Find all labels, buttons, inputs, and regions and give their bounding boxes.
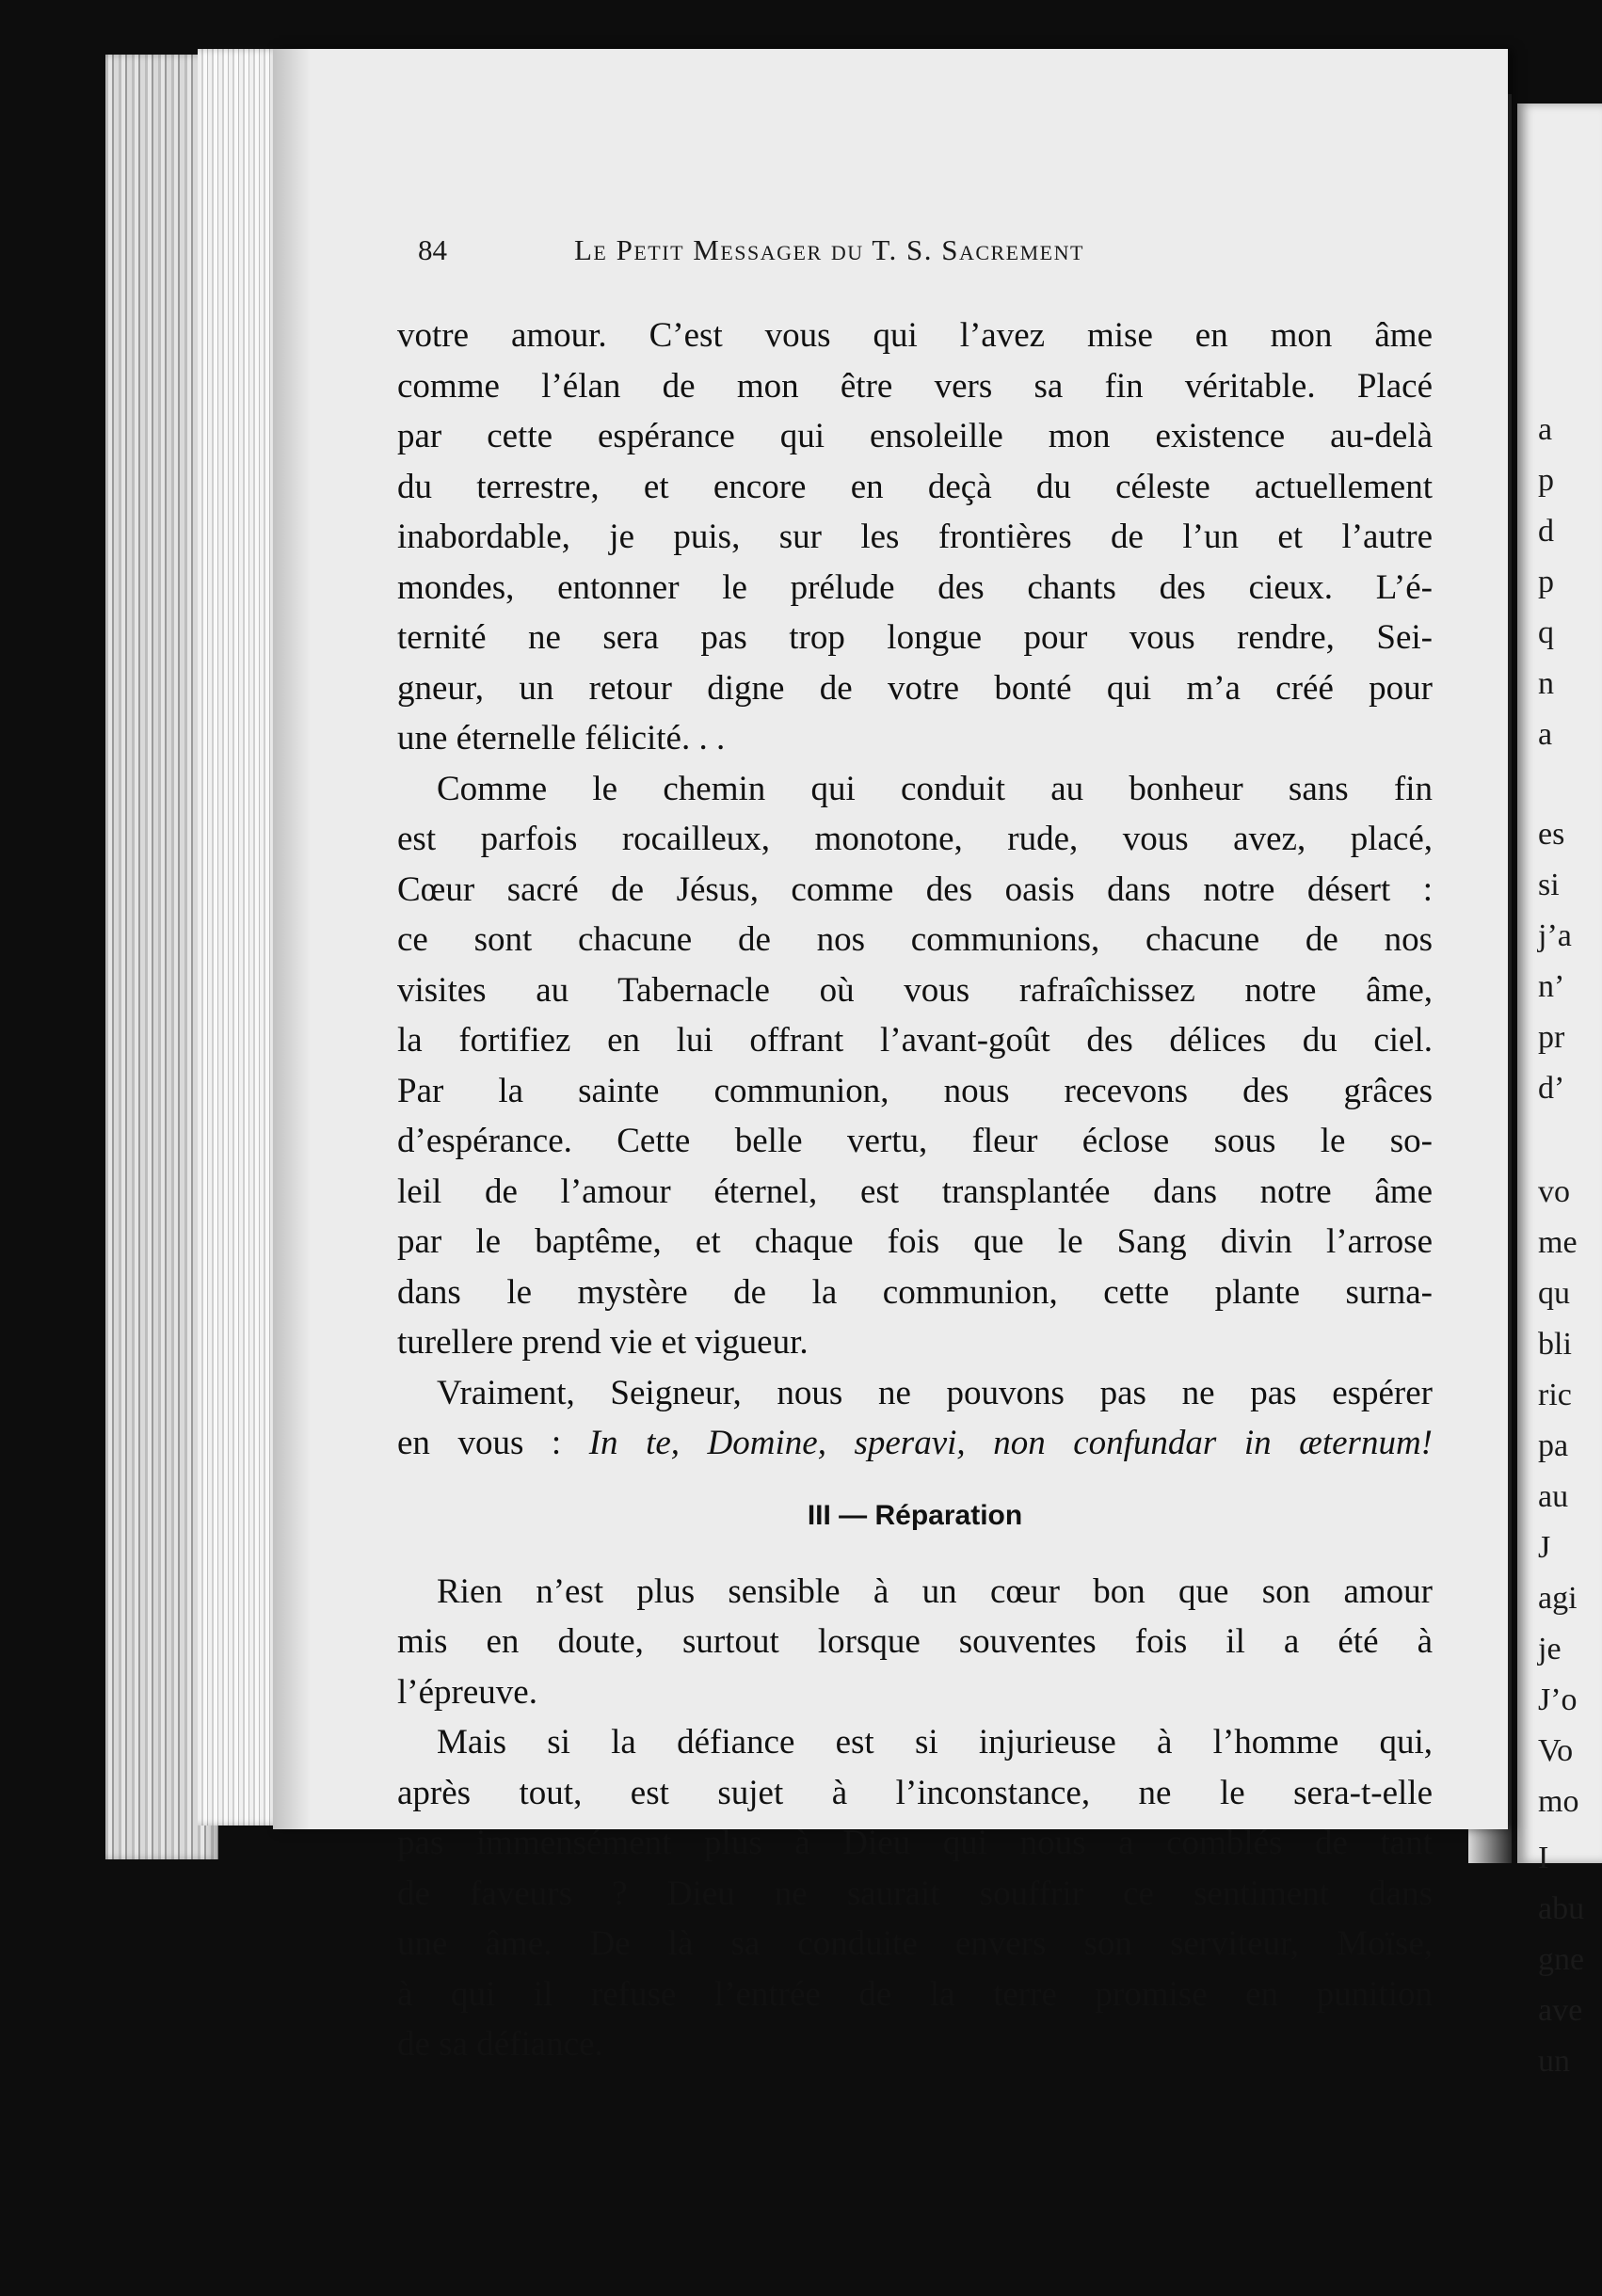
text-line: l’épreuve. bbox=[397, 1672, 537, 1712]
facing-page-fragment: es bbox=[1538, 817, 1565, 852]
paragraph bbox=[397, 1717, 1433, 2070]
facing-page-fragment: vo bbox=[1538, 1174, 1570, 1209]
text-line: Cœur sacré de Jésus, comme des oasis dans notre désert : bbox=[397, 869, 1433, 909]
text-line: inabordable, je puis, sur les frontières de l’un et l’autre bbox=[397, 518, 1433, 556]
text-line: du terrestre, et encore en deçà du céleste actuellement bbox=[397, 467, 1433, 506]
text-fragment: en vous : bbox=[397, 1424, 589, 1462]
facing-page-fragment: n bbox=[1538, 666, 1554, 701]
section-heading: III — Réparation bbox=[807, 1499, 1023, 1531]
paragraph bbox=[397, 1567, 1433, 1718]
facing-page-fragment: au bbox=[1538, 1479, 1569, 1514]
facing-page-fragment: ave bbox=[1538, 1993, 1583, 2028]
facing-page-fragment: je bbox=[1538, 1632, 1562, 1666]
facing-page-fragment: abu bbox=[1538, 1891, 1585, 1926]
text-line: mondes, entonner le prélude des chants des cieux. L’é- bbox=[397, 567, 1433, 607]
text-line: Vraiment, Seigneur, nous ne pouvons pas ne pas espérer bbox=[437, 1373, 1433, 1412]
text-line: d’espérance. Cette belle vertu, fleur éclose sous le so- bbox=[397, 1122, 1433, 1160]
facing-page-fragment: J bbox=[1538, 1530, 1551, 1565]
facing-page-fragment: n’ bbox=[1538, 969, 1565, 1004]
facing-page-fragment: Vo bbox=[1538, 1733, 1574, 1768]
text-line: Par la sainte communion, nous recevons des grâces bbox=[397, 1071, 1433, 1110]
text-line: de sa défiance. bbox=[397, 2025, 603, 2064]
facing-page-fragment: a bbox=[1538, 412, 1553, 447]
text-line: pas immensément plus à Dieu qui nous a comblés de tant bbox=[397, 1824, 1433, 1862]
facing-page-fragment: I bbox=[1538, 1841, 1549, 1875]
facing-page-fragment: agi bbox=[1538, 1581, 1578, 1616]
facing-page-fragment: me bbox=[1538, 1225, 1578, 1260]
text-line: Mais si la défiance est si injurieuse à l’homme qui, bbox=[437, 1723, 1433, 1762]
facing-page-fragment: J’o bbox=[1538, 1682, 1578, 1717]
facing-page-fragment: q bbox=[1538, 615, 1554, 650]
text-line: Comme le chemin qui conduit au bonheur sans fin bbox=[437, 769, 1433, 808]
text-line: une éternelle félicité. . . bbox=[397, 719, 726, 757]
facing-page-fragment: bli bbox=[1538, 1327, 1572, 1362]
facing-page-fragment: j’a bbox=[1538, 918, 1572, 953]
text-line: à qui il refuse l’entrée de la terre promise en punition bbox=[397, 1974, 1433, 2014]
facing-page-fragment: p bbox=[1538, 463, 1554, 498]
facing-page-fragment: si bbox=[1538, 868, 1560, 902]
text-line bbox=[397, 1418, 1433, 1469]
text-line: ce sont chacune de nos communions, chacune de nos bbox=[397, 920, 1433, 959]
text-line: Rien n’est plus sensible à un cœur bon que son amour bbox=[437, 1571, 1433, 1611]
text-line: gneur, un retour digne de votre bonté qui m’a créé pour bbox=[397, 668, 1433, 708]
facing-page-fragment: un bbox=[1538, 2044, 1570, 2079]
page-body bbox=[397, 311, 1433, 2070]
text-line: votre amour. C’est vous qui l’avez mise en mon âme bbox=[397, 316, 1433, 355]
text-line: est parfois rocailleux, monotone, rude, vous avez, placé, bbox=[397, 820, 1433, 858]
latin-quote: In te, Domine, speravi, non confundar in æternum! bbox=[588, 1424, 1433, 1462]
facing-page-fragment: pr bbox=[1538, 1020, 1565, 1055]
text-line: leil de l’amour éternel, est transplantée dans notre âme bbox=[397, 1172, 1433, 1211]
text-line: par le baptême, et chaque fois que le Sang divin l’arrose bbox=[397, 1222, 1433, 1261]
facing-page-fragment: gne bbox=[1538, 1942, 1585, 1977]
facing-page-fragment: mo bbox=[1538, 1784, 1579, 1819]
page-number: 84 bbox=[418, 233, 447, 266]
facing-page-edge bbox=[1517, 104, 1602, 2079]
paragraph bbox=[397, 1368, 1433, 1469]
facing-page-fragment: a bbox=[1538, 717, 1553, 752]
text-line: turellere prend vie et vigueur. bbox=[397, 1323, 809, 1362]
facing-page-fragment: d’ bbox=[1538, 1071, 1565, 1106]
paragraph bbox=[397, 764, 1433, 1368]
text-line: mis en doute, surtout lorsque souventes fois il a été à bbox=[397, 1622, 1433, 1661]
text-line: visites au Tabernacle où vous rafraîchissez notre âme, bbox=[397, 970, 1433, 1010]
facing-page-fragment: qu bbox=[1538, 1276, 1570, 1311]
text-line: une âme. De là sa conduite envers son serviteur, Moïse, bbox=[397, 1924, 1433, 1963]
text-line: de faveurs ? Dieu ne saurait souffrir ce sentiment dans bbox=[397, 1873, 1433, 1913]
text-line: ternité ne sera pas trop longue pour vous rendre, Sei- bbox=[397, 618, 1433, 657]
text-line: dans le mystère de la communion, cette plante surna- bbox=[397, 1272, 1433, 1312]
facing-page-fragment: pa bbox=[1538, 1428, 1569, 1463]
facing-page-fragment: d bbox=[1538, 514, 1554, 549]
running-title: Le Petit Messager du T. S. Sacrement bbox=[574, 233, 1084, 266]
facing-page-fragment: p bbox=[1538, 565, 1554, 599]
text-line: par cette espérance qui ensoleille mon existence au-delà bbox=[397, 417, 1433, 455]
facing-page-fragment: ric bbox=[1538, 1378, 1572, 1412]
text-line: comme l’élan de mon être vers sa fin véritable. Placé bbox=[397, 366, 1433, 406]
text-line: après tout, est sujet à l’inconstance, ne le sera-t-elle bbox=[397, 1773, 1433, 1812]
text-line: la fortifiez en lui offrant l’avant-goût des délices du ciel. bbox=[397, 1021, 1433, 1060]
paragraph bbox=[397, 311, 1433, 764]
